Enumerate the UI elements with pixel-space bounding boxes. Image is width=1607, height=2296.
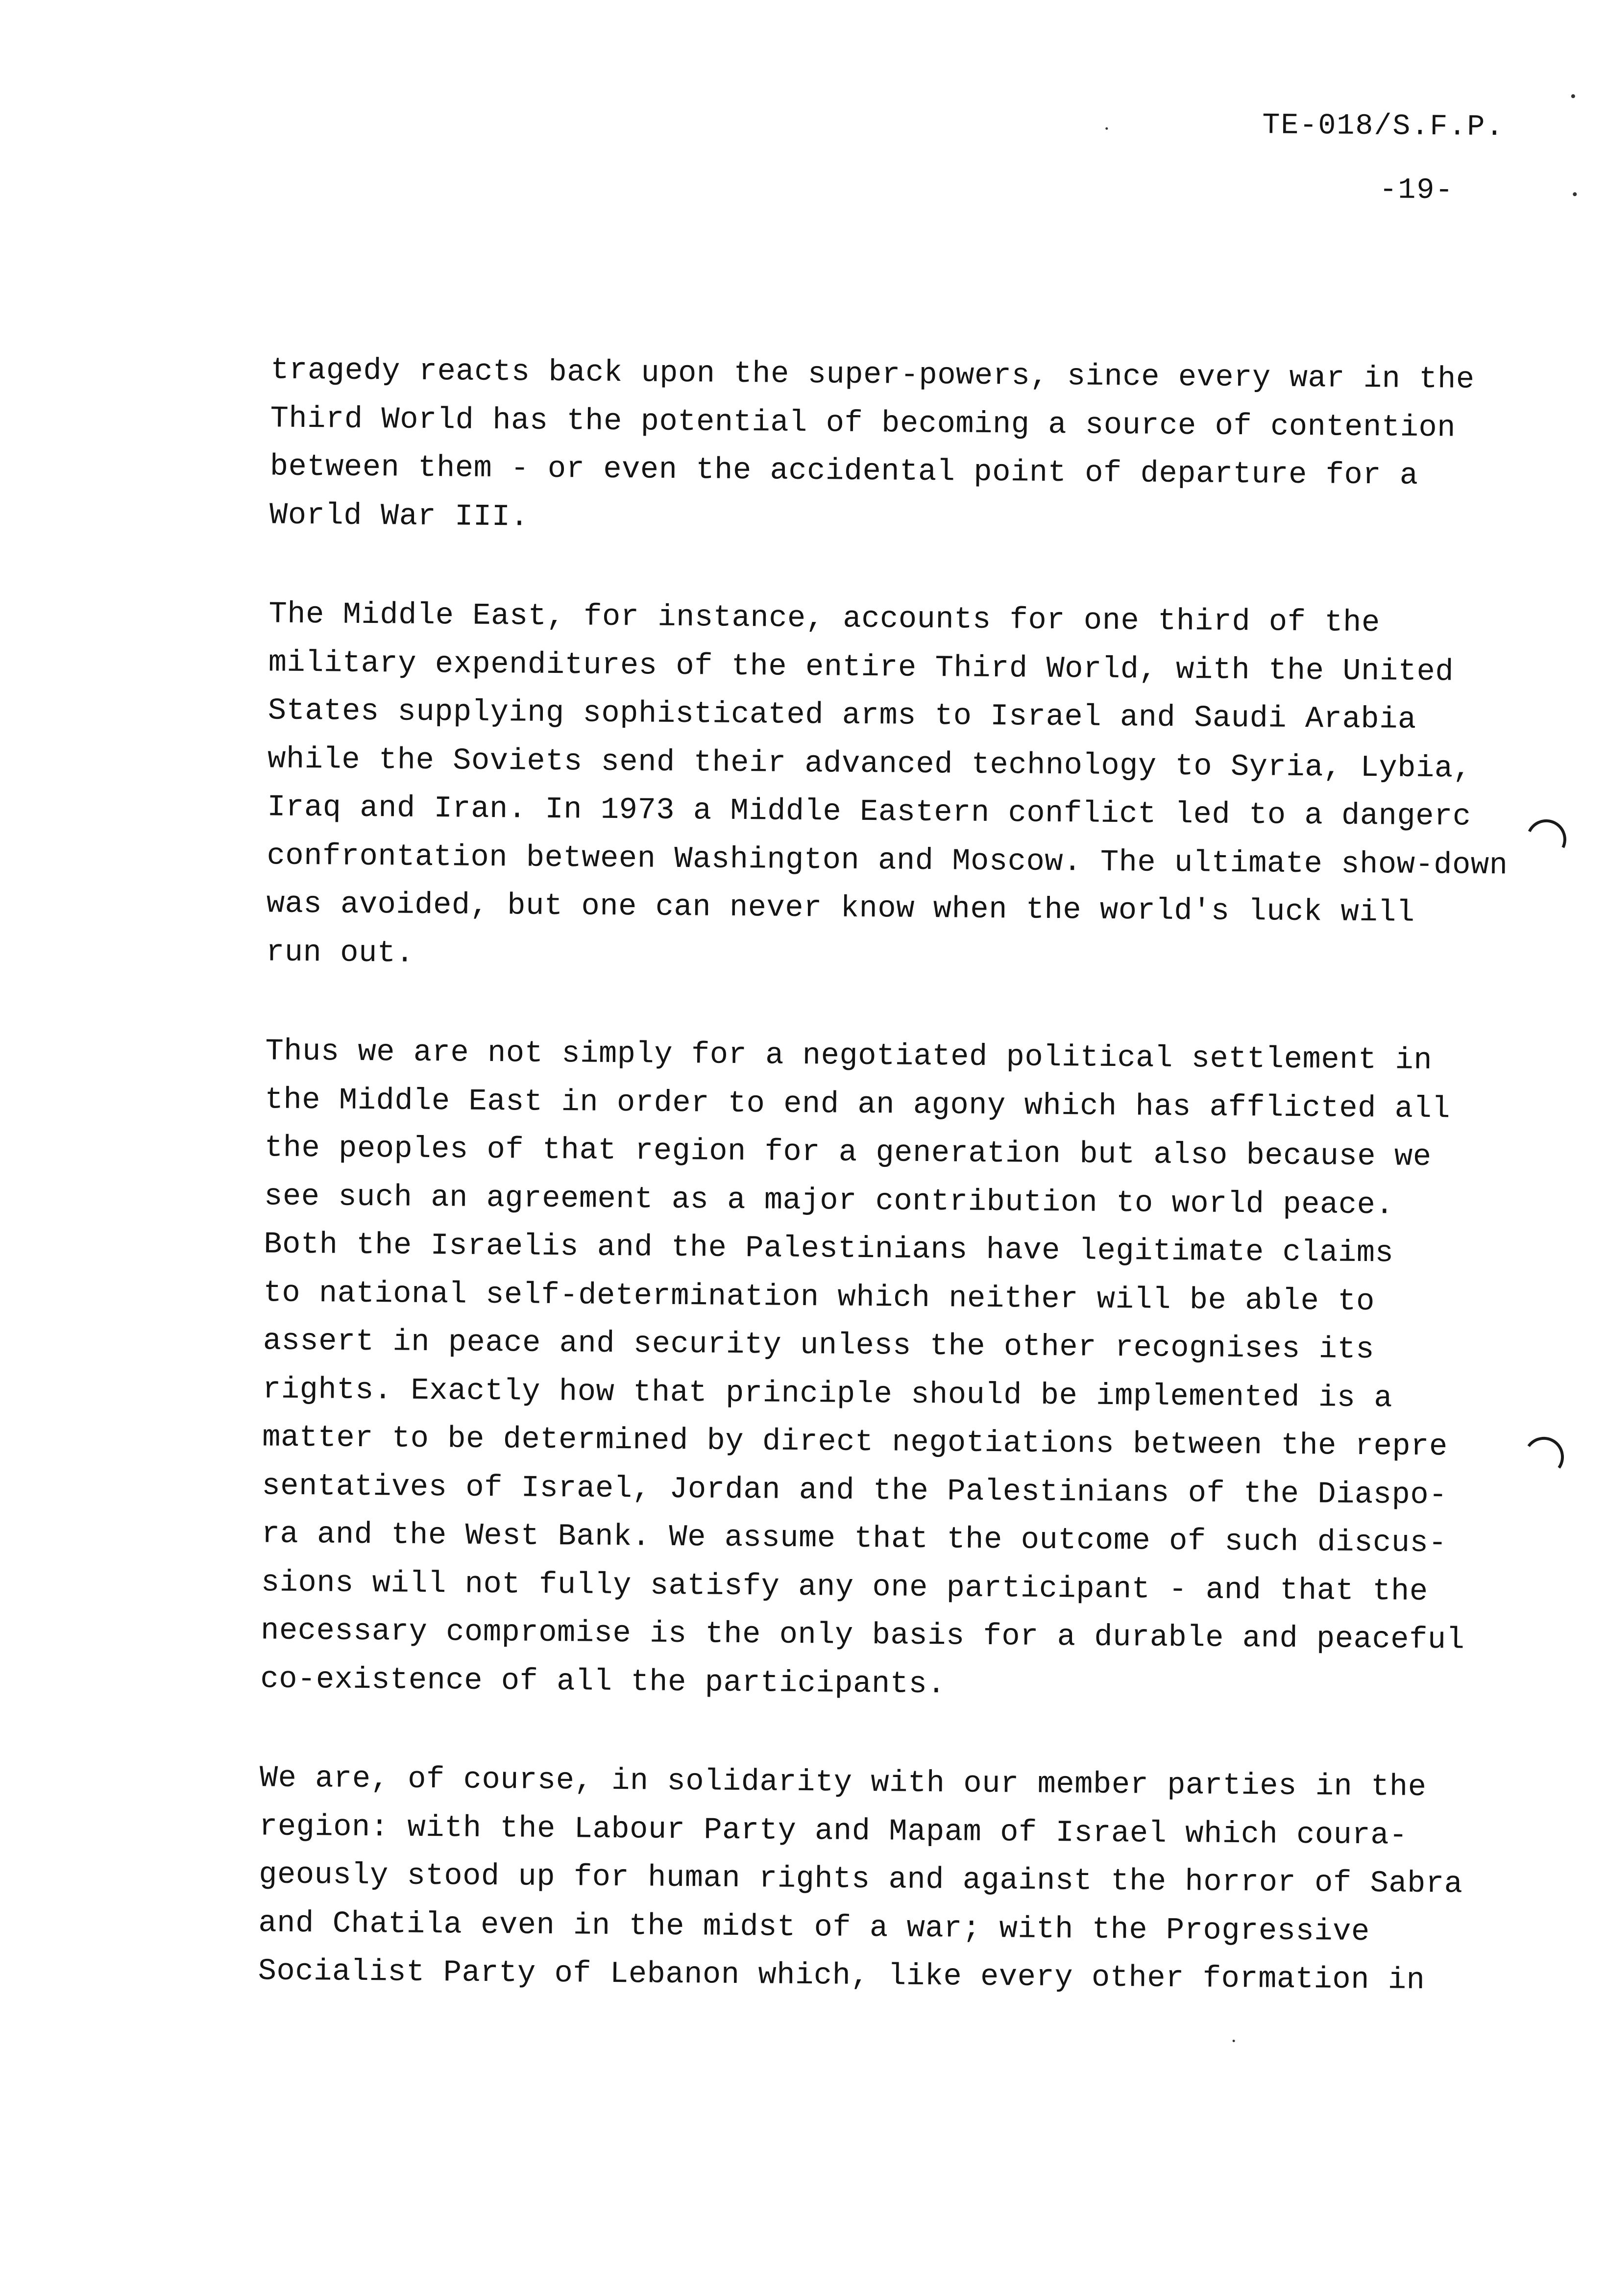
text-line: rights. Exactly how that principle should be implemented is a — [262, 1371, 1393, 1415]
text-line: assert in peace and security unless the other recognises its — [263, 1323, 1375, 1367]
scan-speck — [1573, 192, 1577, 196]
text-line: Both the Israelis and the Palestinians have legitimate claims — [264, 1227, 1394, 1271]
text-line: between them - or even the accidental point of departure for a — [269, 449, 1419, 493]
scan-speck — [1105, 127, 1108, 130]
paragraph-4 — [258, 1754, 1583, 2006]
paragraph-3 — [260, 1027, 1588, 1713]
text-line: sentatives of Israel, Jordan and the Palestinians of the Diaspo- — [262, 1468, 1448, 1512]
text-line: We are, of course, in solidarity with our member parties in the — [259, 1760, 1427, 1805]
text-line: to national self-determination which neither will be able to — [263, 1275, 1375, 1319]
text-line: and Chatila even in the midst of a war; with the Progressive — [258, 1905, 1370, 1949]
text-line: World War III. — [269, 497, 529, 535]
text-line: run out. — [266, 934, 414, 971]
paragraph-2 — [266, 590, 1592, 987]
document-reference: TE-018/S.F.P. — [1262, 109, 1505, 145]
text-line: was avoided, but one can never know when the world's luck will — [266, 886, 1415, 930]
text-line: tragedy reacts back upon the super-powers, since every war in the — [270, 352, 1475, 397]
page-number: -19- — [1379, 173, 1454, 208]
text-line: Thus we are not simply for a negotiated political settlement in — [265, 1034, 1433, 1078]
scan-speck — [1233, 2040, 1235, 2042]
text-line: confrontation between Washington and Moscow. The ultimate show-down — [267, 838, 1508, 883]
text-line: necessary compromise is the only basis for a durable and peaceful — [260, 1613, 1465, 1657]
text-line: while the Soviets send their advanced technology to Syria, Lybia, — [267, 741, 1472, 786]
text-line: Third World has the potential of becoming a source of contention — [270, 400, 1456, 445]
text-line: region: with the Labour Party and Mapam of Israel which coura- — [259, 1808, 1408, 1853]
text-line: The Middle East, for instance, accounts for one third of the — [268, 596, 1381, 641]
text-line: co-existence of all the participants. — [260, 1661, 946, 1702]
text-line: military expenditures of the entire Third World, with the United — [268, 644, 1454, 689]
document-body — [258, 346, 1594, 2057]
text-line: the peoples of that region for a generation but also because we — [264, 1130, 1432, 1175]
text-line: Iraq and Iran. In 1973 a Middle Eastern conflict led to a dangerc — [267, 790, 1471, 834]
text-line: geously stood up for human rights and against the horror of Sabra — [258, 1857, 1463, 1901]
text-line: Socialist Party of Lebanon which, like every other formation in — [258, 1953, 1425, 1998]
text-line: sions will not fully satisfy any one participant - and that the — [261, 1564, 1428, 1609]
text-line: matter to be determined by direct negotiations between the repre — [262, 1420, 1448, 1464]
paragraph-1 — [269, 346, 1594, 549]
text-line: see such an agreement as a major contribution to world peace. — [264, 1178, 1394, 1222]
text-line: States supplying sophisticated arms to Israel and Saudi Arabia — [268, 693, 1417, 737]
text-line: the Middle East in order to end an agony which has afflicted all — [265, 1082, 1451, 1126]
text-line: ra and the West Bank. We assume that the outcome of such discus- — [261, 1516, 1447, 1561]
scan-speck — [1571, 94, 1575, 98]
